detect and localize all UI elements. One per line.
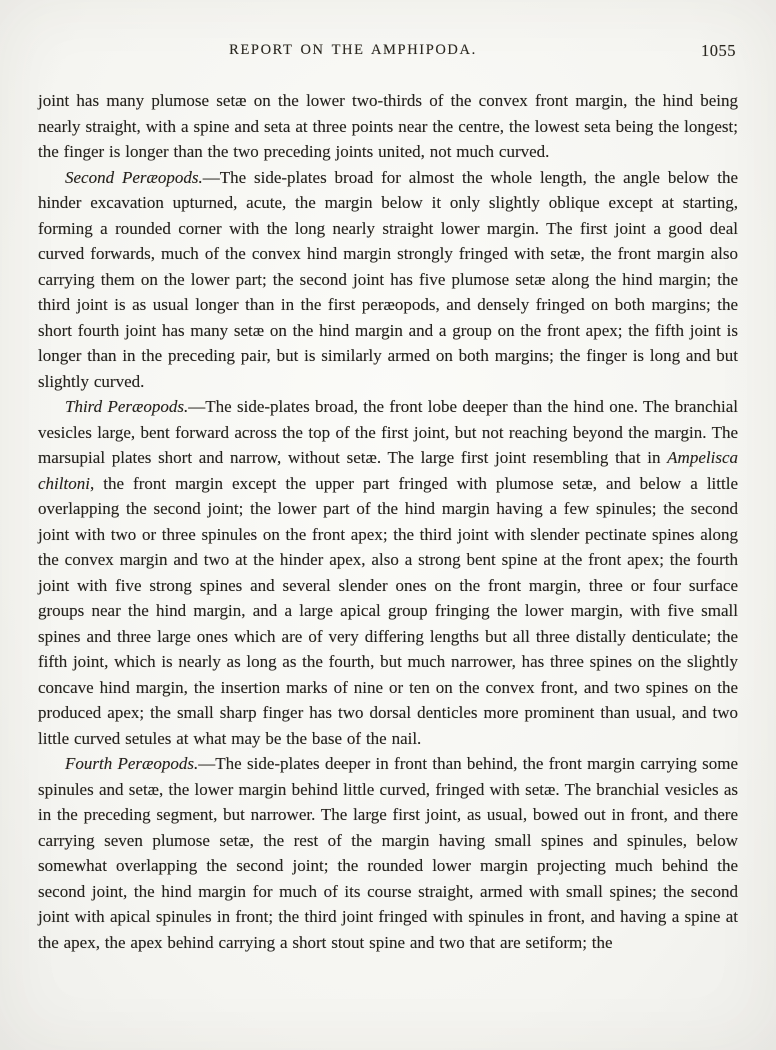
paragraph — [38, 394, 738, 751]
page-header — [38, 42, 738, 64]
text-segment: —The side-plates deeper in front than behind, the front margin carrying some spinules and setæ, the lower margin behind little curved, fringed with setæ. The branchial vesicles as in the preceding segment, but narrower. The large first joint, as usual, bowed out in front, and there carrying seven plumose setæ, the rest of the margin having small spines and spinules, below somewhat overlapping the second joint; the rounded lower margin projecting much behind the second joint, the hind margin for much of its course straight, armed with small spines; the second joint with apical spinules in front; the third joint fringed with spinules in front, and having a spine at the apex, the apex behind carrying a short stout spine and two that are setiform; the — [38, 754, 739, 952]
text-segment: joint has many plumose setæ on the lower two-thirds of the convex front margin, the hind being nearly straight, with a spine and seta at three points near the centre, the lowest seta being the longest; the finger is longer than the two preceding joints united, not much curved. — [38, 91, 738, 161]
page-number: 1055 — [701, 41, 736, 60]
text-segment: —The side-plates broad for almost the whole length, the angle below the hinder excavation upturned, acute, the margin below it only slightly oblique except at starting, forming a rounded corner with the long nearly straight lower margin. The first joint a good deal curved forwards, much of the convex hind margin strongly fringed with setæ, the front margin also carrying them on the lower part; the second joint has five plumose setæ along the hind margin; the third joint is as usual longer than in the first peræopods, and densely fringed on both margins; the short fourth joint has many setæ on the hind margin and a group on the front apex; the fifth joint is longer than in the preceding pair, but is similarly armed on both margins; the finger is long and but slightly curved. — [38, 167, 738, 391]
italic-text-segment: Fourth Peræopods. — [65, 754, 199, 773]
italic-text-segment: Third Peræopods. — [65, 397, 189, 416]
running-title: REPORT ON THE AMPHIPODA. — [229, 42, 477, 58]
paragraph — [38, 88, 738, 165]
text-segment: , the front margin except the upper part fringed with plumose setæ, and below a little overlapping the second joint; the lower part of the hind margin having a few spinules; the second joint with two or three spinules on the front apex; the third joint with slender pectinate spines along the convex margin and two at the hinder apex, also a strong bent spine at the front apex; the fourth joint with five strong spines and several slender ones on the front margin, three or four surface groups near the hind margin, and a large apical group fringing the lower margin, with five small spines and three large ones which are of very differing lengths but all three distally denticulate; the fifth joint, which is nearly as long as the fourth, but much narrower, has three spines on the slightly concave hind margin, the insertion marks of nine or ten on the convex front, and two spines on the produced apex; the small sharp finger has two dorsal denticles more prominent than usual, and two little curved setules at what may be the base of the nail. — [38, 473, 738, 748]
italic-text-segment: Ampelisca chiltoni — [38, 448, 738, 493]
page-body — [38, 88, 738, 955]
paragraph — [38, 751, 738, 955]
italic-text-segment: Second Peræopods. — [65, 167, 203, 187]
paragraph — [38, 165, 738, 395]
text-segment: —The side-plates broad, the front lobe deeper than the hind one. The branchial vesicles large, bent forward across the top of the first joint, but not reaching beyond the margin. The marsupial plates short and narrow, without setæ. The large first joint resembling that in — [38, 397, 739, 467]
